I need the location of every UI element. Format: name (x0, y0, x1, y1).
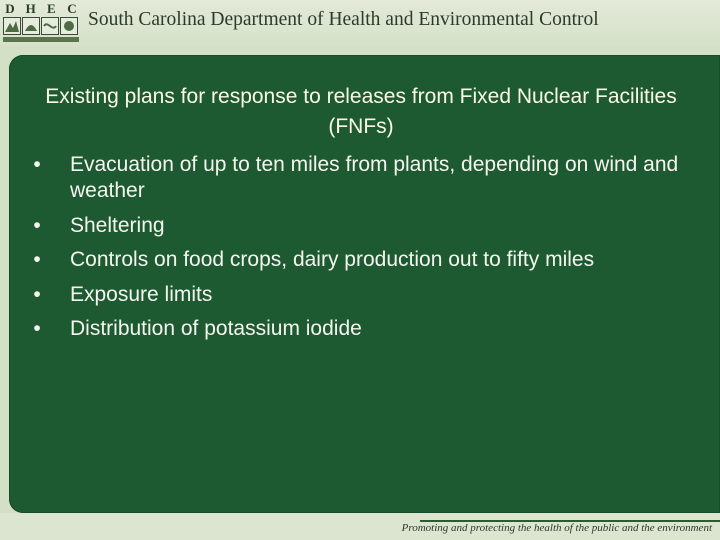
logo-letter-e: E (46, 1, 56, 16)
bullet-text: Evacuation of up to ten miles from plants, depending on wind and weather (70, 153, 679, 202)
bullet-text: Sheltering (70, 213, 165, 237)
logo-letter-d: D (5, 1, 15, 16)
bullet-icon: • (33, 248, 41, 271)
header-bar (0, 0, 720, 46)
list-item (30, 282, 690, 308)
slide-title: Existing plans for response to releases from Fixed Nuclear Facilities (FNFs) (45, 85, 677, 138)
department-name: South Carolina Department of Health and Environmental Control (88, 9, 599, 30)
logo-emblem-icon (3, 17, 79, 43)
logo-letters (3, 1, 79, 17)
list-item (30, 247, 690, 273)
bullet-icon: • (33, 213, 41, 237)
footer-tagline: Promoting and protecting the health of the public and the environment (401, 522, 712, 534)
bullet-text: Distribution of potassium iodide (70, 317, 362, 340)
list-item (30, 213, 690, 239)
list-item (30, 152, 690, 204)
bullet-text: Controls on food crops, dairy production out to fifty miles (70, 248, 595, 271)
list-item (30, 316, 690, 342)
bullet-icon: • (33, 317, 41, 340)
dhec-logo (3, 3, 79, 43)
bullet-list (30, 152, 690, 351)
bullet-text: Exposure limits (70, 282, 213, 306)
logo-letter-h: H (25, 1, 36, 16)
bullet-icon: • (33, 153, 41, 176)
bullet-icon: • (33, 282, 41, 306)
logo-letter-c: C (67, 1, 77, 16)
